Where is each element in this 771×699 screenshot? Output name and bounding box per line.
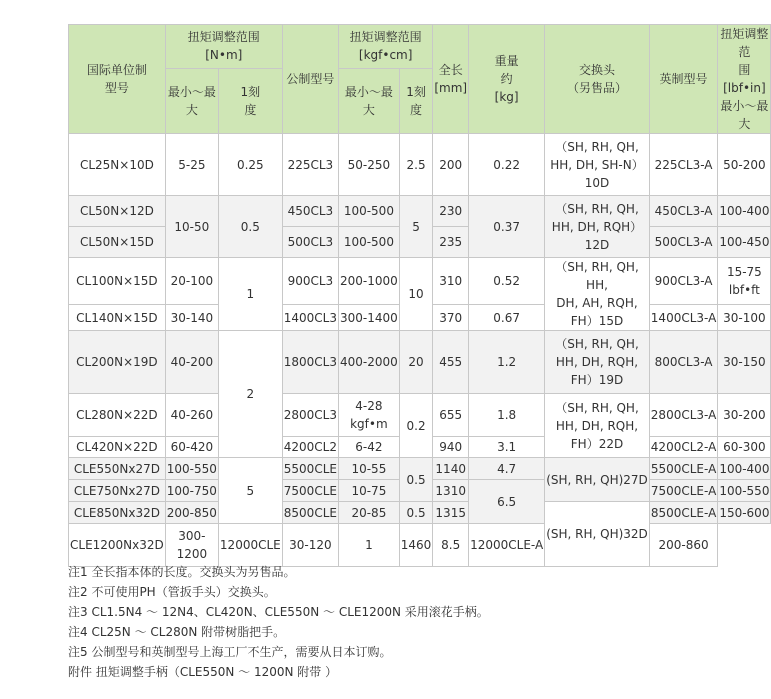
cell-lbf: 30-150: [718, 331, 771, 394]
cell-length: 1315: [433, 502, 469, 524]
cell-weight: 1.2: [469, 331, 545, 394]
cell-kgf-step: 2.5: [399, 134, 433, 196]
cell-length: 655: [433, 394, 469, 437]
cell-kgf-step: 5: [399, 196, 433, 258]
cell-metric-model: 5500CLE: [282, 458, 338, 480]
cell-weight: 0.67: [469, 305, 545, 331]
cell-metric-model: 4200CL2: [282, 437, 338, 458]
cell-imperial-model: 500CL3-A: [649, 227, 718, 258]
header-head: 交换头 （另售品）: [545, 25, 650, 134]
cell-length: 310: [433, 258, 469, 305]
cell-imperial-model: 8500CLE-A: [649, 502, 718, 524]
cell-model: CL50N×12D: [69, 196, 166, 227]
header-kgf-min-max: 最小～最 大: [339, 68, 400, 133]
cell-head: (SH, RH, QH)27D: [545, 458, 650, 502]
note-3: 注3 CL1.5N4 ～ 12N4、CL420N、CLE550N ～ CLE1200N 采用滚花手柄。: [68, 605, 489, 619]
cell-lbf: 30-200: [718, 394, 771, 437]
cell-length: 1140: [433, 458, 469, 480]
cell-metric-model: 1800CL3: [282, 331, 338, 394]
cell-nm: 200-850: [165, 502, 218, 524]
cell-imperial-model: 5500CLE-A: [649, 458, 718, 480]
cell-nm-step: 0.25: [218, 134, 282, 196]
cell-lbf: 100-400: [718, 196, 771, 227]
cell-head: （SH, RH, QH, HH, DH, RQH, FH）19D: [545, 331, 650, 394]
cell-model: CLE750Nx27D: [69, 480, 166, 502]
cell-lbf: 150-600: [718, 502, 771, 524]
header-length: 全长 [mm]: [433, 25, 469, 134]
cell-length: 1310: [433, 480, 469, 502]
cell-nm: 40-260: [165, 394, 218, 437]
cell-weight: 0.37: [469, 196, 545, 258]
header-nm-min-max: 最小～最 大: [165, 68, 218, 133]
note-2: 注2 不可使用PH（管扳手头）交换头。: [68, 585, 276, 599]
cell-kgf: 100-500: [339, 196, 400, 227]
header-torque-lbf: 扭矩调整范 围 [lbf•in] 最小～最大: [718, 25, 771, 134]
cell-lbf: 200-860: [649, 524, 718, 567]
cell-kgf: 50-250: [339, 134, 400, 196]
cell-metric-model: 7500CLE: [282, 480, 338, 502]
cell-length: 370: [433, 305, 469, 331]
cell-imperial-model: 4200CL2-A: [649, 437, 718, 458]
cell-lbf: 100-400: [718, 458, 771, 480]
header-metric-type: 公制型号: [282, 25, 338, 134]
cell-kgf: 4-28 kgf•m: [339, 394, 400, 437]
cell-head: （SH, RH, QH, HH, DH, RQH, FH）22D: [545, 394, 650, 458]
header-imperial-model: 英制型号: [649, 25, 718, 134]
cell-metric-model: 1400CL3: [282, 305, 338, 331]
cell-model: CL25N×10D: [69, 134, 166, 196]
cell-kgf: 10-75: [339, 480, 400, 502]
header-kgf-step: 1刻 度: [399, 68, 433, 133]
cell-imperial-model: 12000CLE-A: [469, 524, 545, 567]
cell-imperial-model: 2800CL3-A: [649, 394, 718, 437]
cell-nm: 10-50: [165, 196, 218, 258]
cell-weight: 8.5: [433, 524, 469, 567]
cell-lbf: 100-550: [718, 480, 771, 502]
cell-model: CL100N×15D: [69, 258, 166, 305]
table-row: [69, 502, 771, 524]
cell-length: 940: [433, 437, 469, 458]
cell-nm-step: 5: [218, 458, 282, 524]
cell-head: (SH, RH, QH)32D: [545, 502, 650, 567]
table-row: [69, 524, 771, 567]
cell-model: CLE1200Nx32D: [69, 524, 166, 567]
cell-imperial-model: 1400CL3-A: [649, 305, 718, 331]
cell-imperial-model: 225CL3-A: [649, 134, 718, 196]
cell-weight: 0.22: [469, 134, 545, 196]
cell-metric-model: 225CL3: [282, 134, 338, 196]
cell-imperial-model: 450CL3-A: [649, 196, 718, 227]
cell-metric-model: 500CL3: [282, 227, 338, 258]
cell-nm-step: 2: [218, 331, 282, 458]
cell-model: CL280N×22D: [69, 394, 166, 437]
spec-table: [68, 24, 771, 567]
cell-nm-step: 1: [218, 258, 282, 331]
cell-nm: 5-25: [165, 134, 218, 196]
cell-model: CLE550Nx27D: [69, 458, 166, 480]
cell-nm: 40-200: [165, 331, 218, 394]
cell-kgf-step: 0.5: [399, 502, 433, 524]
cell-kgf: 300-1400: [339, 305, 400, 331]
cell-nm: 20-100: [165, 258, 218, 305]
cell-kgf-step: 1: [339, 524, 400, 567]
table-row: [69, 196, 771, 227]
cell-kgf-step: 0.2: [399, 394, 433, 458]
note-accessory: 附件 扭矩调整手柄（CLE550N ～ 1200N 附带 ）: [68, 665, 338, 679]
cell-weight: 6.5: [469, 480, 545, 524]
note-5: 注5 公制型号和英制型号上海工厂不生产，需要从日本订购。: [68, 645, 392, 659]
table-row: [69, 331, 771, 394]
cell-model: CLE850Nx32D: [69, 502, 166, 524]
header-torque-kgf: 扭矩调整范围 [kgf•cm]: [339, 25, 433, 69]
notes: [68, 562, 489, 682]
header-weight: 重量 约 [kg]: [469, 25, 545, 134]
cell-model: CL50N×15D: [69, 227, 166, 258]
cell-metric-model: 900CL3: [282, 258, 338, 305]
cell-metric-model: 8500CLE: [282, 502, 338, 524]
cell-metric-model: 12000CLE: [218, 524, 282, 567]
cell-lbf: 100-450: [718, 227, 771, 258]
header-nm-step: 1刻 度: [218, 68, 282, 133]
cell-imperial-model: 900CL3-A: [649, 258, 718, 305]
cell-kgf-step: 0.5: [399, 458, 433, 502]
note-4: 注4 CL25N ～ CL280N 附带树脂把手。: [68, 625, 286, 639]
cell-head: （SH, RH, QH, HH, DH, SH-N） 10D: [545, 134, 650, 196]
cell-nm: 300- 1200: [165, 524, 218, 567]
cell-kgf: 100-500: [339, 227, 400, 258]
table-row: [69, 458, 771, 480]
cell-kgf: 6-42: [339, 437, 400, 458]
cell-lbf: 50-200: [718, 134, 771, 196]
cell-kgf: 10-55: [339, 458, 400, 480]
cell-head: （SH, RH, QH, HH, DH, RQH） 12D: [545, 196, 650, 258]
cell-length: 200: [433, 134, 469, 196]
cell-weight: 3.1: [469, 437, 545, 458]
cell-nm: 60-420: [165, 437, 218, 458]
header-metric-model: 国际单位制 型号: [69, 25, 166, 134]
cell-head: （SH, RH, QH, HH, DH, AH, RQH, FH）15D: [545, 258, 650, 331]
header-torque-nm: 扭矩调整范围 [N•m]: [165, 25, 282, 69]
cell-kgf-step: 20: [399, 331, 433, 394]
cell-kgf: 20-85: [339, 502, 400, 524]
cell-metric-model: 450CL3: [282, 196, 338, 227]
cell-length: 455: [433, 331, 469, 394]
cell-kgf: 200-1000: [339, 258, 400, 305]
cell-nm-step: 0.5: [218, 196, 282, 258]
cell-imperial-model: 800CL3-A: [649, 331, 718, 394]
cell-model: CL140N×15D: [69, 305, 166, 331]
cell-model: CL420N×22D: [69, 437, 166, 458]
cell-kgf-step: 10: [399, 258, 433, 331]
cell-weight: 4.7: [469, 458, 545, 480]
cell-metric-model: 2800CL3: [282, 394, 338, 437]
cell-length: 235: [433, 227, 469, 258]
table-row: [69, 394, 771, 437]
cell-nm: 100-750: [165, 480, 218, 502]
cell-weight: 0.52: [469, 258, 545, 305]
cell-lbf: 30-100: [718, 305, 771, 331]
cell-kgf: 30-120: [282, 524, 338, 567]
note-1: 注1 全长指本体的长度。交换头为另售品。: [68, 565, 296, 579]
cell-weight: 1.8: [469, 394, 545, 437]
cell-length: 230: [433, 196, 469, 227]
cell-model: CL200N×19D: [69, 331, 166, 394]
cell-length: 1460: [399, 524, 433, 567]
cell-lbf: 15-75 lbf•ft: [718, 258, 771, 305]
cell-lbf: 60-300: [718, 437, 771, 458]
table-row: [69, 258, 771, 305]
cell-nm: 100-550: [165, 458, 218, 480]
cell-nm: 30-140: [165, 305, 218, 331]
table-row: [69, 134, 771, 196]
cell-imperial-model: 7500CLE-A: [649, 480, 718, 502]
cell-kgf: 400-2000: [339, 331, 400, 394]
